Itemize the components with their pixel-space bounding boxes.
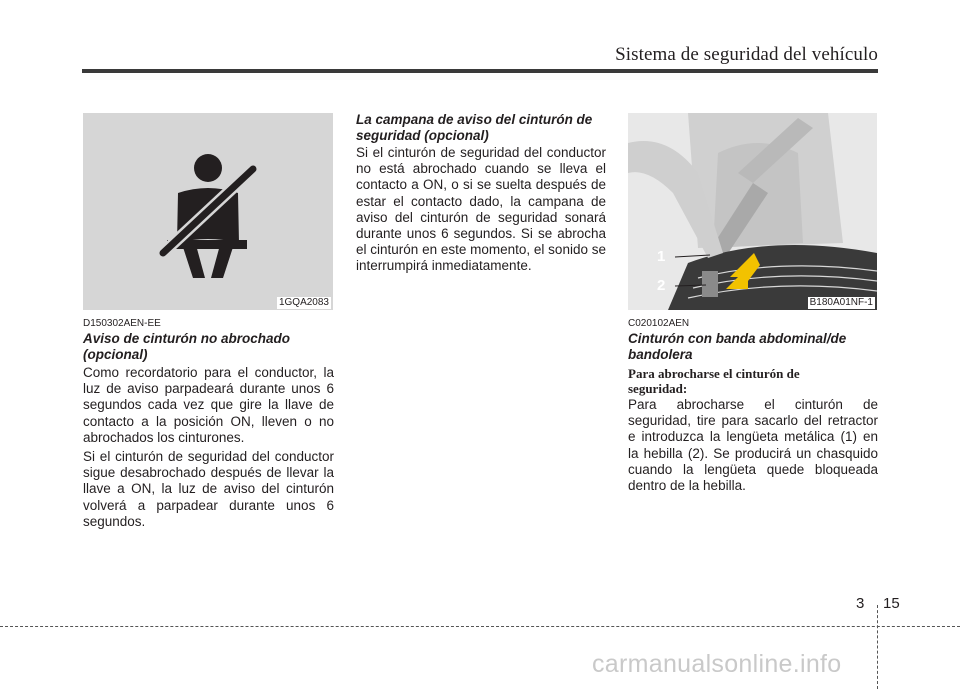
image-code: 1GQA2083 — [278, 297, 329, 308]
paragraph: Si el cinturón de seguridad del conductor sigue desabrochado después de llevar la llave a ON, la luz de aviso del cinturón volverá a parpadear durante unos 6 segundos. — [83, 449, 334, 529]
header-title: Sistema de seguridad del vehículo — [615, 44, 878, 65]
watermark: carmanualsonline.info — [592, 650, 842, 678]
sub-heading: Para abrocharse el cinturón de seguridad: — [628, 366, 800, 396]
body-text — [628, 397, 878, 497]
seatbelt-buckle-figure — [628, 113, 877, 310]
paragraph: Si el cinturón de seguridad del conductor no está abrochado cuando se lleva el contacto a ON, o si se suelta después de estar el contacto dado, la campana de aviso del cinturón de seguridad sonará durante unos 6 segundos. Si se abrocha el cinturón en este momento, el sonido se interrumpirá inmediatamente. — [356, 145, 606, 274]
seatbelt-warning-figure — [83, 113, 333, 310]
section-heading: Aviso de cinturón no abrochado (opcional) — [83, 331, 291, 362]
callout-1: 1 — [657, 248, 666, 265]
section-code: C020102AEN — [628, 318, 690, 329]
body-text — [83, 365, 334, 533]
paragraph: Como recordatorio para el conductor, la luz de aviso parpadeará durante unos 6 segundos cada vez que gire la llave de contacto a la posición ON, lleven o no abrochados los cinturones. — [83, 365, 334, 445]
seatbelt-warning-icon — [83, 113, 333, 310]
callout-2: 2 — [657, 277, 666, 294]
footer-divider — [877, 605, 878, 689]
section-heading: La campana de aviso del cinturón de seguridad (opcional) — [356, 112, 593, 143]
footer-rule — [0, 626, 960, 627]
seatbelt-buckle-illustration — [628, 113, 877, 310]
section-code: D150302AEN-EE — [83, 318, 161, 329]
header-rule — [82, 69, 878, 73]
chapter-number: 3 — [856, 595, 865, 612]
paragraph: Para abrocharse el cinturón de seguridad, tire para sacarlo del retractor e introduzca la lengüeta metálica (1) en la hebilla (2). Se producirá un chasquido cuando la lengüeta quede bloqueada dentro de la hebilla. — [628, 397, 878, 494]
image-code: B180A01NF-1 — [809, 297, 873, 308]
page-number: 15 — [883, 595, 900, 612]
section-heading: Cinturón con banda abdominal/de bandolera — [628, 331, 847, 362]
body-text — [356, 145, 606, 278]
